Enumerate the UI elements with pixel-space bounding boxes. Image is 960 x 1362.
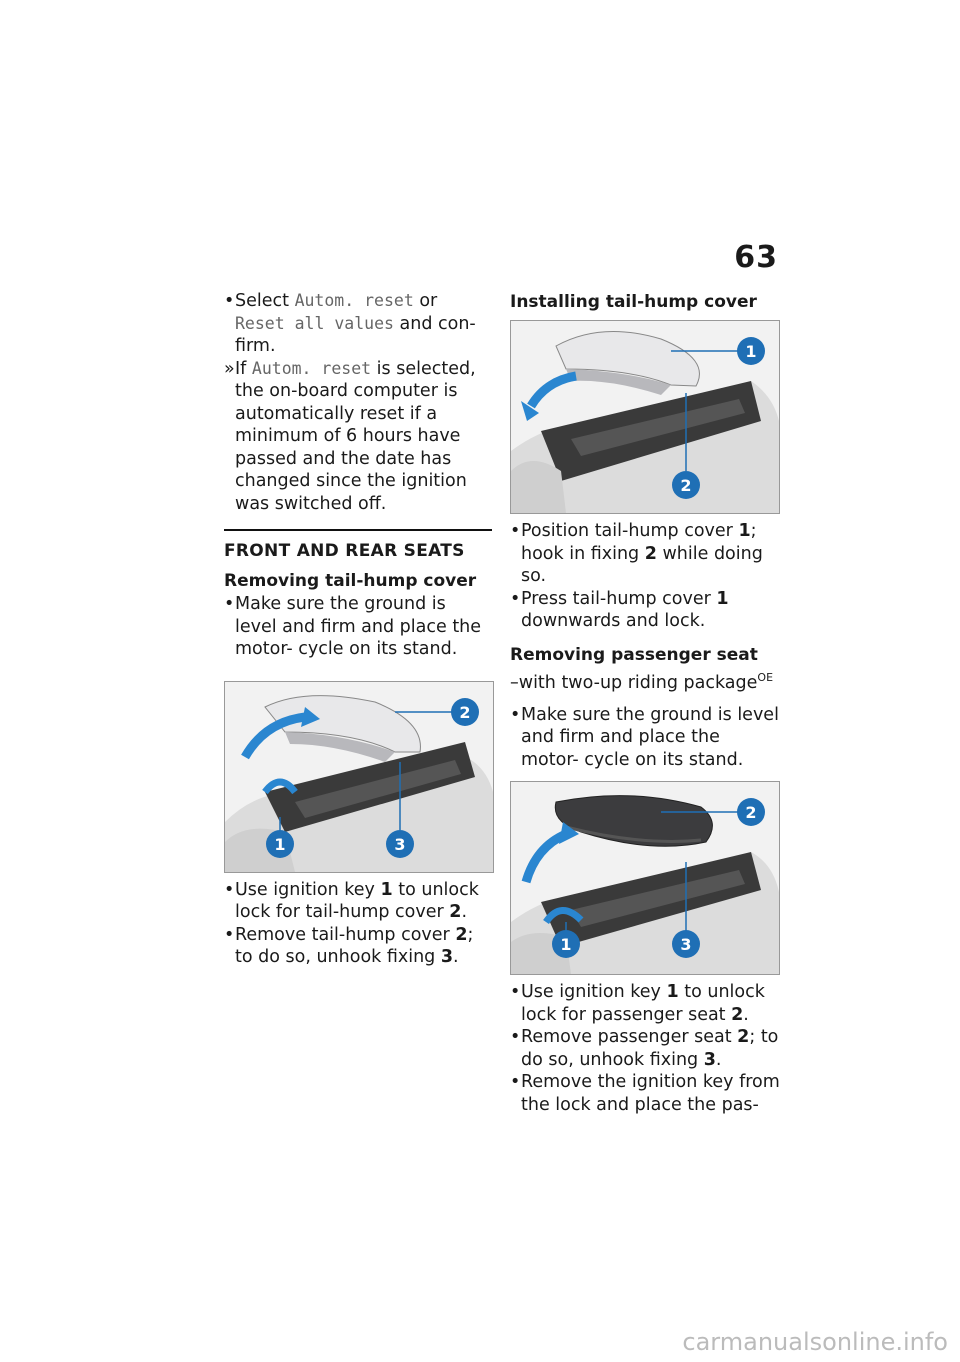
bullet-icon: • (510, 1027, 521, 1048)
svg-text:3: 3 (394, 834, 406, 854)
menu-option-reset-all: Reset all values (235, 313, 394, 333)
watermark: carmanualsonline.info (682, 1328, 948, 1356)
bullet-icon: • (510, 982, 521, 1003)
section-heading: FRONT AND REAR SEATS (224, 529, 492, 563)
bullet-unlock-tail-hump: • Use ignition key 1 to unlock lock for tail-hump cover 2. (224, 879, 479, 922)
svg-text:2: 2 (459, 702, 471, 722)
callout-1 (552, 930, 580, 958)
subheading-removing-passenger-seat: Removing passenger seat (510, 644, 758, 665)
bullet-icon: • (224, 594, 235, 614)
callout-2 (672, 471, 700, 499)
figure-remove-tail-hump (224, 681, 494, 873)
svg-text:3: 3 (680, 935, 692, 955)
menu-option-autom-reset: Autom. reset (294, 291, 414, 310)
bullet-icon: • (224, 291, 235, 311)
svg-text:2: 2 (745, 803, 757, 823)
result-arrow-icon: » (224, 358, 235, 379)
bullet-unlock-passenger-seat: • Use ignition key 1 to unlock lock for passenger seat 2. (510, 982, 765, 1025)
left-column (224, 290, 492, 969)
result-autom-reset: » If Autom. reset is selected, the on-board computer is automatically reset if a minimum of 6 hours have passed and the date has changed since the ignition was switched off. (224, 358, 476, 514)
bullet-position-tail-hump: • Position tail-hump cover 1; hook in fixing 2 while doing so. (510, 521, 763, 586)
callout-1 (737, 337, 765, 365)
bullet-ground-level-2: • Make sure the ground is level and firm and place the motor- cycle on its stand. (510, 704, 779, 770)
svg-text:1: 1 (560, 935, 572, 955)
package-note: –with two-up riding package$^{OE}$ (510, 670, 774, 693)
bullet-select-reset: • Select Autom. reset or Reset all values and con- firm. (224, 291, 476, 356)
bullet-ground-level: • Make sure the ground is level and firm and place the motor- cycle on its stand. (224, 594, 482, 659)
bullet-remove-key: • Remove the ignition key from the lock and place the pas- (510, 1072, 780, 1115)
bullet-icon: • (510, 521, 521, 541)
svg-text:1: 1 (274, 834, 286, 854)
figure-remove-passenger-seat (510, 781, 780, 975)
oe-marker: OE (757, 670, 774, 684)
callout-2 (451, 698, 479, 726)
callout-3 (386, 830, 414, 858)
subheading-removing-tail-hump: Removing tail-hump cover (224, 571, 477, 591)
bullet-remove-tail-hump: • Remove tail-hump cover 2; to do so, unhook fixing 3. (224, 924, 474, 967)
bullet-icon: • (510, 1072, 521, 1093)
svg-text:1: 1 (745, 342, 757, 361)
bullet-press-tail-hump: • Press tail-hump cover 1 downwards and lock. (510, 588, 729, 631)
page-number: 63 (734, 240, 778, 275)
callout-2 (737, 798, 765, 826)
bullet-icon: • (510, 588, 521, 609)
figure-install-tail-hump (510, 320, 780, 514)
subheading-installing-tail-hump: Installing tail-hump cover (510, 292, 757, 312)
bullet-icon: • (510, 704, 521, 725)
bullet-icon: • (224, 924, 235, 945)
callout-3 (672, 930, 700, 958)
bullet-remove-passenger-seat: • Remove passenger seat 2; to do so, unhook fixing 3. (510, 1027, 779, 1070)
svg-text:2: 2 (680, 476, 692, 495)
callout-1 (266, 830, 294, 858)
bullet-icon: • (224, 879, 235, 900)
right-column (510, 290, 780, 1116)
